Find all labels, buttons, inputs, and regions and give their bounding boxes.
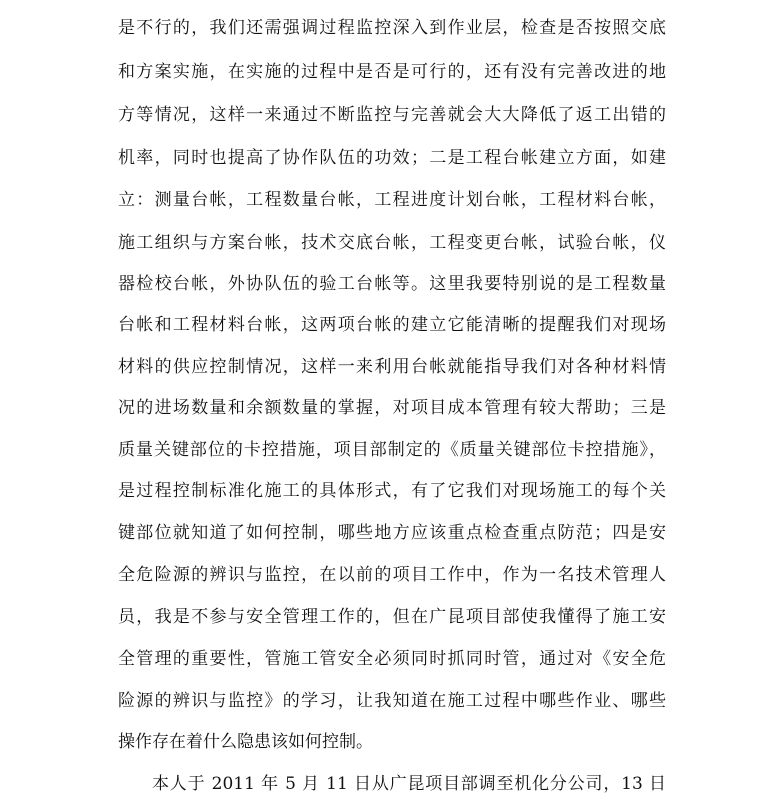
paragraph-line: 施工组织与方案台帐，技术交底台帐，工程变更台帐，试验台帐，仪 [118,233,666,253]
paragraph-line: 键部位就知道了如何控制，哪些地方应该重点检查重点防范；四是安 [118,523,666,543]
paragraph-line: 方等情况，这样一来通过不断监控与完善就会大大降低了返工出错的 [118,105,666,125]
paragraph-line: 是不行的，我们还需强调过程监控深入到作业层，检查是否按照交底 [118,18,666,38]
paragraph-line: 险源的辨识与监控》的学习，让我知道在施工过程中哪些作业、哪些 [118,691,666,711]
paragraph-line: 材料的供应控制情况，这样一来利用台帐就能指导我们对各种材料情 [118,357,666,377]
paragraph-line: 机率，同时也提高了协作队伍的功效；二是工程台帐建立方面，如建 [118,148,666,168]
paragraph-line: 立：测量台帐，工程数量台帐，工程进度计划台帐，工程材料台帐， [118,190,666,210]
paragraph-line: 全管理的重要性，管施工管安全必须同时抓同时管，通过对《安全危 [118,649,666,669]
paragraph-line: 质量关键部位的卡控措施，项目部制定的《质量关键部位卡控措施》， [118,440,666,460]
paragraph-first-line: 本人于 2011 年 5 月 11 日从广昆项目部调至机化分公司，13 日 [152,774,666,794]
paragraph-line: 台帐和工程材料台帐，这两项台帐的建立它能清晰的提醒我们对现场 [118,315,666,335]
paragraph-line: 况的进场数量和余额数量的掌握，对项目成本管理有较大帮助；三是 [118,398,666,418]
paragraph-line: 全危险源的辨识与监控，在以前的项目工作中，作为一名技术管理人 [118,565,666,585]
paragraph-line: 器检校台帐，外协队伍的验工台帐等。这里我要特别说的是工程数量 [118,274,666,294]
paragraph-last-line: 操作存在着什么隐患该如何控制。 [118,732,373,752]
paragraph-line: 是过程控制标准化施工的具体形式，有了它我们对现场施工的每个关 [118,481,666,501]
paragraph-line: 员，我是不参与安全管理工作的，但在广昆项目部使我懂得了施工安 [118,607,666,627]
paragraph-line: 和方案实施，在实施的过程中是否是可行的，还有没有完善改进的地 [118,62,666,82]
